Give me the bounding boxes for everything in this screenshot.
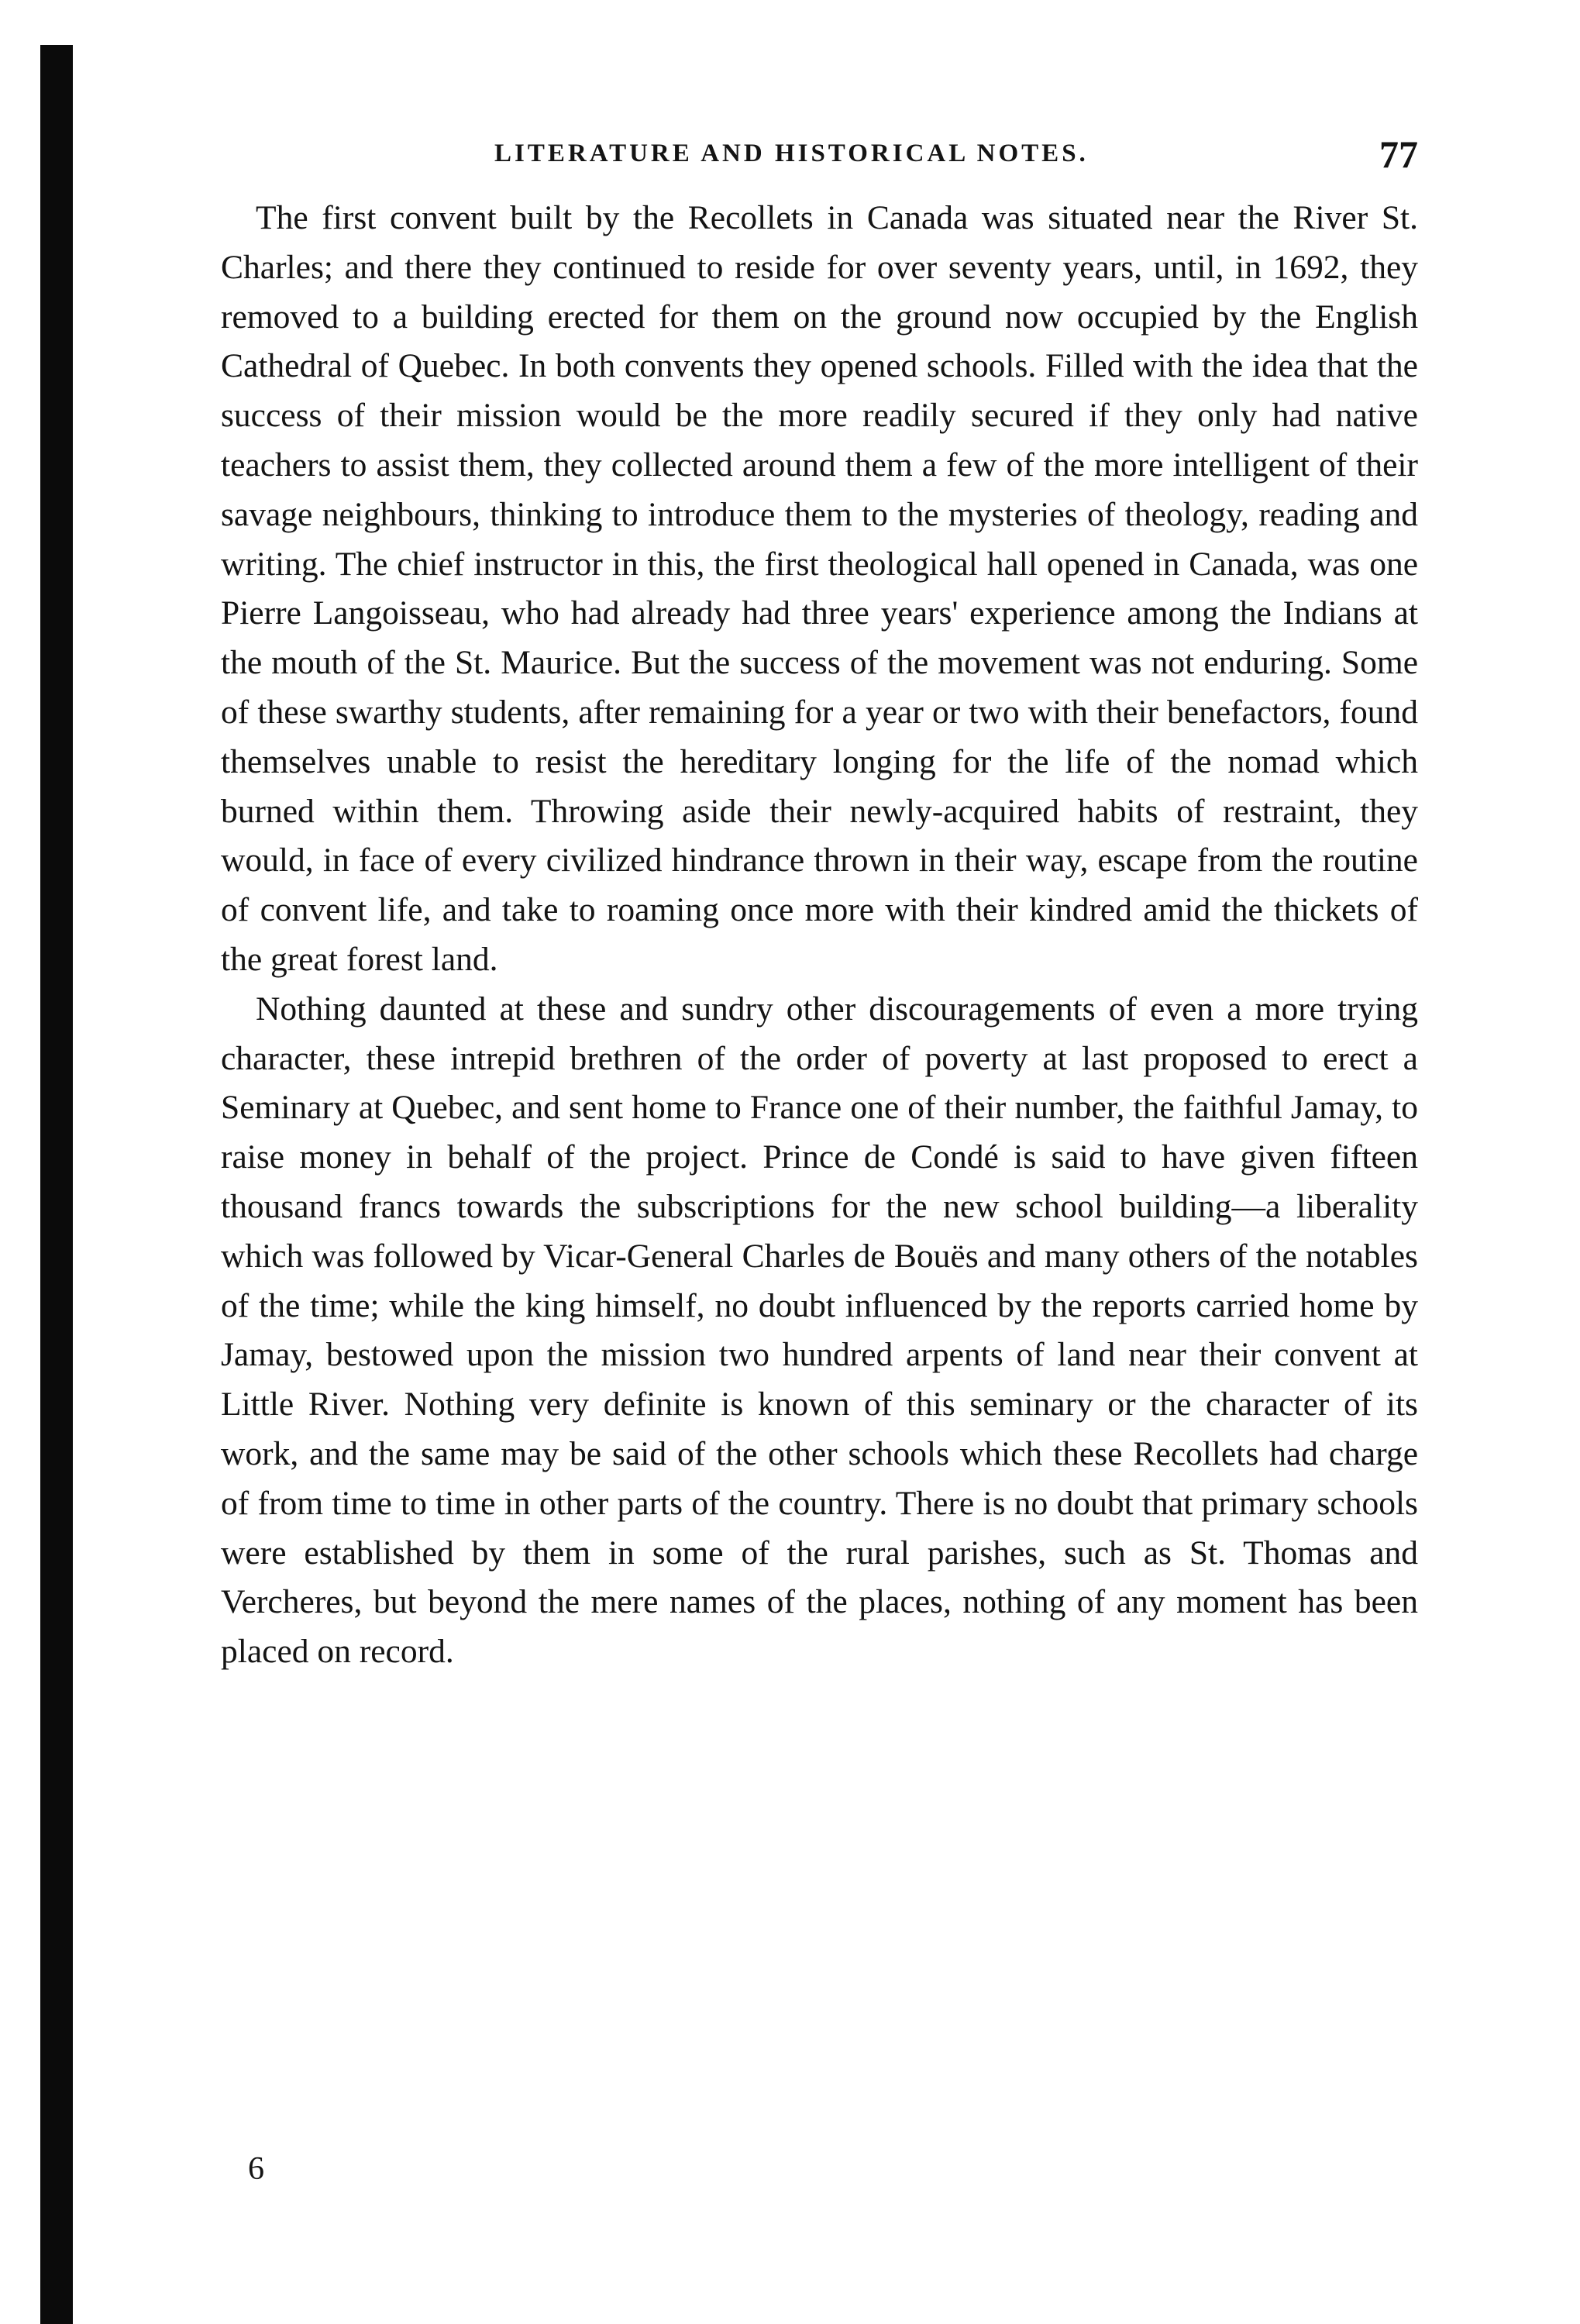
paragraph: The first convent built by the Recollets in Canada was situated near the River St. Charles; and there they continued to reside for over seventy years, until, in 1692, they removed to a building erected for them on the ground now occupied by the English Cathedral of Quebec. In both convents they opened schools. Filled with the idea that the success of their mission would be the more readily secured if they only had native teachers to assist them, they collected around them a few of the more intelligent of their savage neighbours, thinking to introduce them to the mysteries of theology, reading and writing. The chief instructor in this, the first theological hall opened in Canada, was one Pierre Langoisseau, who had already had three years' experience among the Indians at the mouth of the St. Maurice. But the success of the movement was not enduring. Some of these swarthy students, after remaining for a year or two with their benefactors, found themselves unable to resist the hereditary longing for the life of the nomad which burned within them. Throwing aside their newly-acquired habits of restraint, they would, in face of every civilized hindrance thrown in their way, escape from the routine of convent life, and take to roaming once more with their kindred amid the thickets of the great forest land. [221,199,1418,978]
running-title: LITERATURE AND HISTORICAL NOTES. [494,139,1089,167]
body-text [221,194,1418,1677]
page-number: 77 [1379,133,1418,176]
paragraph: Nothing daunted at these and sundry other discouragements of even a more trying character, these intrepid brethren of the order of poverty at last proposed to erect a Seminary at Quebec, and sent home to France one of their number, the faithful Jamay, to raise money in behalf of the project. Prince de Condé is said to have given fifteen thousand francs towards the subscriptions for the new school building—a liberality which was followed by Vicar-General Charles de Bouës and many others of the notables of the time; while the king himself, no doubt influenced by the reports carried home by Jamay, bestowed upon the mission two hundred arpents of land near their convent at Little River. Nothing very definite is known of this seminary or the character of its work, and the same may be said of the other schools which these Recollets had charge of from time to time in other parts of the country. There is no doubt that primary schools were established by them in some of the rural parishes, such as St. Thomas and Vercheres, but beyond the mere names of the places, nothing of any moment has been placed on record. [221,990,1418,1671]
binding-edge [40,45,73,2324]
running-head [221,132,1418,186]
page [221,132,1418,1677]
signature-mark: 6 [248,2151,264,2187]
